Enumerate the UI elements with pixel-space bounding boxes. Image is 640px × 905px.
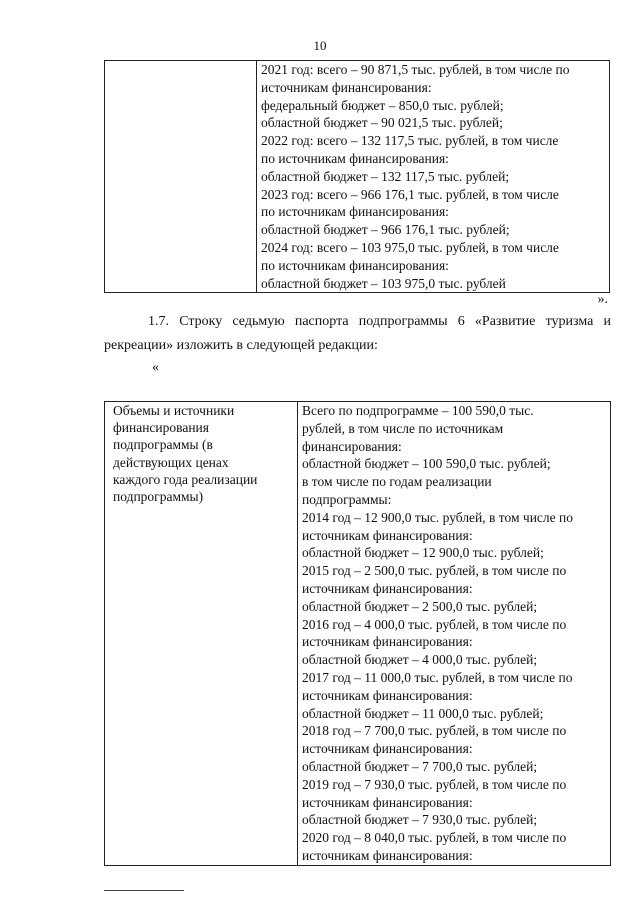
opening-quote: «	[152, 360, 159, 375]
table-line: 2019 год – 7 930,0 тыс. рублей, в том числе по	[302, 776, 567, 792]
table-line: рублей, в том числе по источникам	[302, 420, 504, 436]
table-line: Всего по подпрограмме – 100 590,0 тыс.	[302, 403, 534, 418]
table-line: областной бюджет – 7 700,0 тыс. рублей;	[302, 758, 538, 774]
table-line: по источникам финансирования:	[261, 257, 449, 273]
table-line: источникам финансирования:	[302, 580, 473, 596]
table-line: областной бюджет – 100 590,0 тыс. рублей;	[302, 456, 551, 472]
table-line: Объемы и источники	[113, 403, 235, 418]
table-line: 2017 год – 11 000,0 тыс. рублей, в том числе по	[302, 669, 573, 685]
table-line: областной бюджет – 12 900,0 тыс. рублей;	[302, 545, 544, 561]
page-number: 10	[313, 38, 327, 53]
table-line: областной бюджет – 966 176,1 тыс. рублей;	[261, 222, 510, 238]
table-line: подпрограммы (в	[113, 437, 213, 453]
table-line: подпрограммы:	[302, 491, 392, 507]
table-line: источникам финансирования:	[302, 687, 473, 703]
closing-quote: ».	[597, 292, 608, 307]
table-line: областной бюджет – 103 975,0 тыс. рублей	[261, 275, 506, 291]
table-line: 2021 год: всего – 90 871,5 тыс. рублей, в том числе по	[261, 62, 570, 77]
table-line: 2020 год – 8 040,0 тыс. рублей, в том числе по	[302, 830, 567, 846]
table-line: областной бюджет – 11 000,0 тыс. рублей;	[302, 705, 544, 721]
table-row	[105, 402, 611, 866]
table-line: федеральный бюджет – 850,0 тыс. рублей;	[261, 97, 504, 113]
table-line: источникам финансирования:	[302, 794, 473, 810]
table-cell-right	[257, 61, 610, 293]
table-line: 2016 год – 4 000,0 тыс. рублей, в том числе по	[302, 616, 567, 632]
financing-table-continuation	[104, 60, 610, 293]
table-line: областной бюджет – 2 500,0 тыс. рублей;	[302, 598, 538, 614]
table-line: по источникам финансирования:	[261, 204, 449, 220]
table-line: источникам финансирования:	[302, 741, 473, 757]
table-line: 2014 год – 12 900,0 тыс. рублей, в том числе по	[302, 509, 573, 525]
table-line: в том числе по годам реализации	[302, 474, 492, 490]
table-line: источникам финансирования:	[302, 634, 473, 650]
footnote-divider	[104, 890, 184, 891]
table-cell-left	[105, 61, 257, 293]
table-line: областной бюджет – 90 021,5 тыс. рублей;	[261, 115, 503, 131]
table-line: 2018 год – 7 700,0 тыс. рублей, в том числе по	[302, 723, 567, 739]
amendment-paragraph: 1.7. Строку седьмую паспорта подпрограммы 6 «Развитие туризма и рекреации» изложить в следующей редакции:	[104, 314, 611, 353]
table-line: источникам финансирования:	[302, 847, 473, 863]
table-line: подпрограммы)	[113, 489, 204, 505]
table-line: финансирования	[113, 420, 209, 436]
table-cell-right	[298, 402, 611, 866]
table-line: действующих ценах	[113, 454, 229, 470]
table-line: источникам финансирования:	[302, 527, 473, 543]
table-line: 2024 год: всего – 103 975,0 тыс. рублей, в том числе	[261, 239, 559, 255]
table-line: областной бюджет – 132 117,5 тыс. рублей;	[261, 168, 510, 184]
table-row	[105, 61, 610, 293]
table-line: источникам финансирования:	[261, 79, 432, 95]
table-line: по источникам финансирования:	[261, 150, 449, 166]
table-line: 2022 год: всего – 132 117,5 тыс. рублей, в том числе	[261, 133, 559, 149]
subprogram-financing-table	[104, 401, 611, 866]
table-line: областной бюджет – 4 000,0 тыс. рублей;	[302, 652, 538, 668]
table-line: каждого года реализации	[113, 471, 258, 487]
table-line: 2023 год: всего – 966 176,1 тыс. рублей, в том числе	[261, 186, 559, 202]
table-line: финансирования:	[302, 438, 402, 454]
table-line: 2015 год – 2 500,0 тыс. рублей, в том числе по	[302, 563, 567, 579]
table-line: областной бюджет – 7 930,0 тыс. рублей;	[302, 812, 538, 828]
table-cell-left	[105, 402, 298, 866]
